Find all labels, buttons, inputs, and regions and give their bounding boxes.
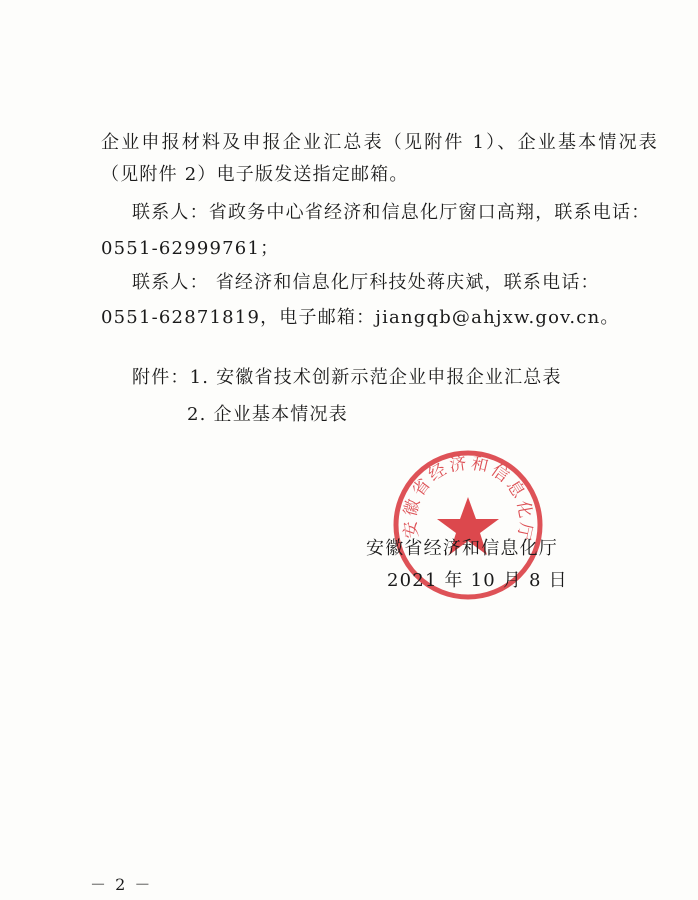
page-number: － 2 －	[90, 875, 153, 894]
signing-date: 2021 年 10 月 8 日	[387, 570, 568, 591]
body-line-1: 企业申报材料及申报企业汇总表（见附件 1）、企业基本情况表	[101, 132, 659, 153]
svg-text:安徽省经济和信息化厅: 安徽省经济和信息化厅	[400, 453, 536, 545]
contact-2-line-2: 0551-62871819，电子邮箱：jiangqb@ahjxw.gov.cn。	[101, 307, 620, 328]
attachment-item-1: 附件：1. 安徽省技术创新示范企业申报企业汇总表	[132, 367, 562, 388]
contact-2-line-1: 联系人： 省经济和信息化厅科技处蒋庆斌，联系电话：	[132, 272, 600, 293]
body-line-2: （见附件 2）电子版发送指定邮箱。	[101, 164, 409, 185]
signing-organization: 安徽省经济和信息化厅	[366, 538, 558, 559]
attachment-item-2: 2. 企业基本情况表	[187, 404, 348, 425]
contact-1-line-2: 0551-62999761；	[101, 238, 280, 259]
contact-1-line-1: 联系人：省政务中心省经济和信息化厅窗口高翔，联系电话：	[132, 202, 651, 223]
